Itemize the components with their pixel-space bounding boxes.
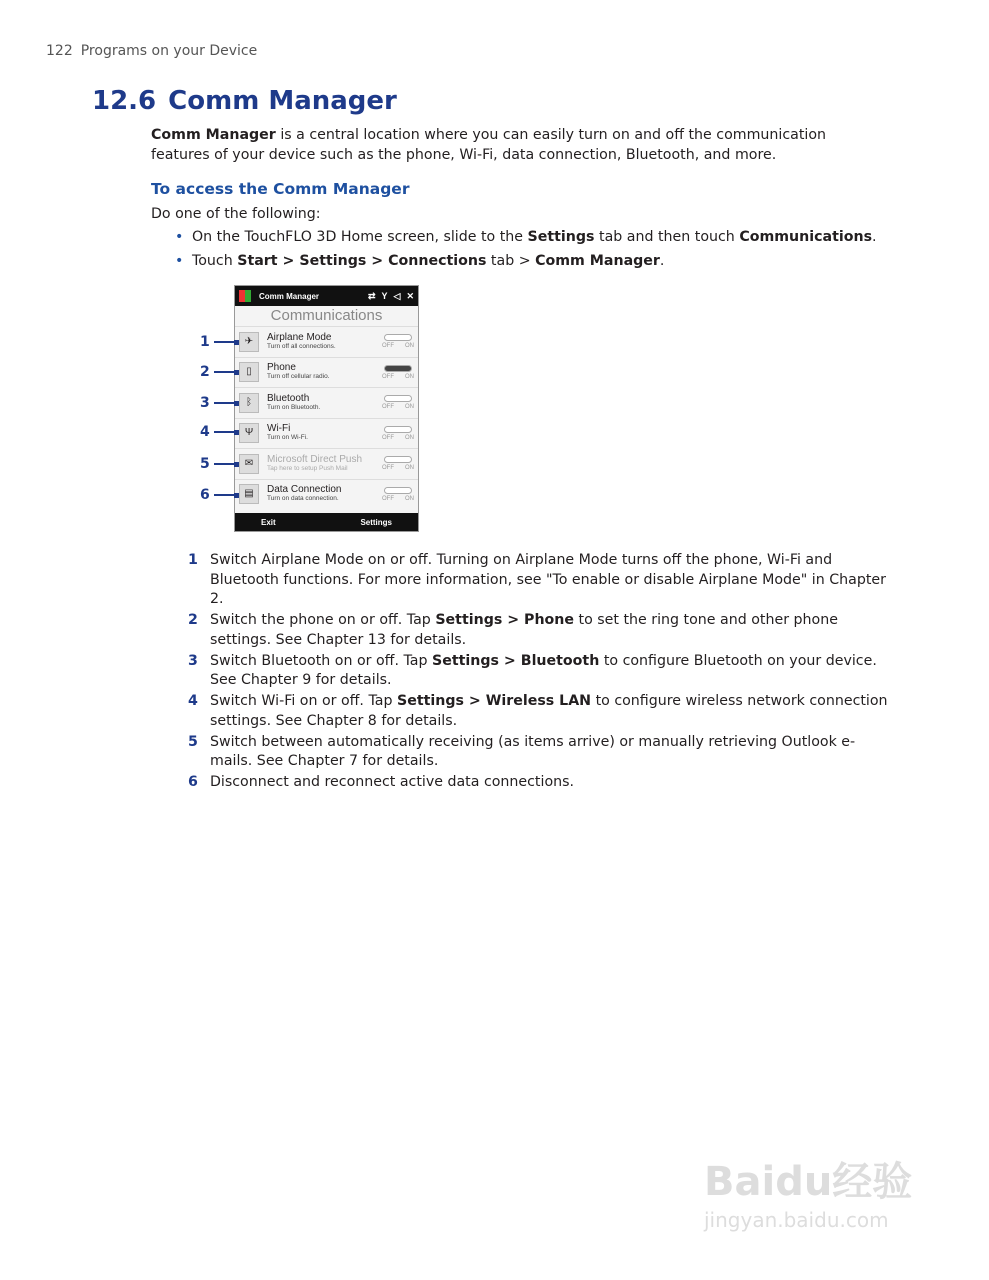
- text: Switch between automatically receiving (as items arrive) or manually retrieving Outlook e-mails. See Chapter 7 for details.: [210, 733, 856, 769]
- screen-title: Communications: [270, 307, 383, 324]
- note-item: [188, 773, 888, 793]
- row-icon: Ψ: [239, 423, 259, 443]
- comm-row: [235, 326, 418, 357]
- callout-number: 5: [200, 456, 210, 472]
- callout-number: 4: [200, 424, 210, 440]
- callout-marker: [200, 456, 239, 472]
- text: tab and then touch: [594, 229, 740, 245]
- callout-end: [234, 370, 239, 375]
- intro-bold: Comm Manager: [151, 127, 276, 143]
- row-icon: ▯: [239, 362, 259, 382]
- off-label: OFF: [382, 373, 394, 380]
- intro-paragraph: [151, 126, 871, 165]
- callout-end: [234, 340, 239, 345]
- comm-row: [235, 418, 418, 449]
- note-number: 6: [188, 774, 198, 790]
- callout-marker: [200, 334, 239, 350]
- text: Switch Wi-Fi on or off. Tap: [210, 693, 397, 709]
- callout-line: [214, 431, 234, 433]
- watermark-logo: Baidu经验: [704, 1159, 913, 1205]
- toggle-track: [384, 426, 412, 433]
- section-title-text: Comm Manager: [168, 86, 397, 116]
- callout-end: [234, 493, 239, 498]
- text: Touch: [192, 253, 238, 269]
- text: Disconnect and reconnect active data connections.: [210, 774, 575, 790]
- toggle-track: [384, 487, 412, 494]
- text: tab >: [486, 253, 536, 269]
- toggle-switch: [382, 426, 414, 441]
- bold: Start > Settings > Connections: [237, 253, 487, 269]
- toggle-switch: [382, 334, 414, 349]
- callout-line: [214, 402, 234, 404]
- running-header: [46, 43, 257, 59]
- note-item: [188, 551, 888, 610]
- row-icon: ᛒ: [239, 393, 259, 413]
- section-name: Programs on your Device: [80, 43, 258, 59]
- callout-line: [214, 371, 234, 373]
- signal-icon: Y: [381, 291, 388, 301]
- note-number: 2: [188, 612, 198, 628]
- callout-line: [214, 494, 234, 496]
- row-icon: ✉: [239, 454, 259, 474]
- text: to configure Bluetooth on your device. See Chapter 9 for details.: [210, 652, 877, 688]
- row-text: [267, 394, 382, 412]
- on-label: ON: [405, 434, 414, 441]
- on-label: ON: [405, 373, 414, 380]
- note-number: 5: [188, 733, 198, 750]
- row-text: [267, 485, 382, 503]
- page-number: 122: [46, 43, 73, 59]
- note-text: [210, 692, 888, 731]
- off-label: OFF: [382, 465, 394, 472]
- toggle-switch: [382, 487, 414, 502]
- connectivity-icon: ⇄: [367, 290, 376, 301]
- toggle-switch: [382, 365, 414, 380]
- callout-marker: [200, 487, 239, 503]
- callout-number: 2: [200, 364, 210, 380]
- text: On the TouchFLO 3D Home screen, slide to the: [192, 229, 528, 245]
- row-desc: Turn on data connection.: [267, 495, 339, 503]
- bullet-item: [175, 229, 877, 253]
- phone-screenshot: [234, 285, 419, 532]
- note-item: [188, 692, 888, 731]
- row-icon: ✈: [239, 332, 259, 352]
- row-text: [267, 363, 382, 381]
- comm-row: [235, 357, 418, 388]
- note-text: [210, 733, 888, 772]
- off-label: OFF: [382, 434, 394, 441]
- callout-marker: [200, 364, 239, 380]
- callout-end: [234, 462, 239, 467]
- note-item: [188, 611, 888, 650]
- bold: Settings > Bluetooth: [432, 652, 600, 669]
- bold: Communications: [739, 229, 873, 245]
- section-number: 12.6: [92, 86, 157, 116]
- phone-softkey-bar: [235, 513, 418, 531]
- row-name: Data Connection: [267, 484, 342, 496]
- off-label: OFF: [382, 495, 394, 502]
- row-desc: Tap here to setup Push Mail: [267, 464, 348, 472]
- callout-marker: [200, 395, 239, 411]
- settings-softkey: Settings: [360, 517, 392, 527]
- section-title: [92, 86, 397, 116]
- callout-notes: [188, 551, 888, 794]
- callout-end: [234, 401, 239, 406]
- text: Switch Airplane Mode on or off. Turning on Airplane Mode turns off the phone, Wi-Fi and Bluetooth functions. For more information, see "To enable or disable Airplane Mode" in Chapter 2.: [210, 552, 886, 607]
- toggle-track: [384, 456, 412, 463]
- note-number: 1: [188, 552, 198, 568]
- toggle-track: [384, 395, 412, 402]
- callout-number: 3: [200, 395, 210, 411]
- phone-title-bar: [235, 286, 418, 306]
- callout-number: 6: [200, 487, 210, 503]
- row-desc: Turn off all connections.: [267, 342, 336, 350]
- row-name: Wi-Fi: [267, 423, 291, 435]
- bold: Comm Manager: [535, 253, 660, 269]
- close-icon: ✕: [406, 290, 414, 301]
- comm-row: [235, 479, 418, 510]
- text: Switch the phone on or off. Tap: [210, 612, 436, 628]
- bullet-item: [175, 253, 877, 277]
- intro-text: is a central location where you can easily turn on and off the communication features of your device such as the phone, Wi-Fi, data connection, Bluetooth, and more.: [151, 127, 826, 163]
- toggle-track: [384, 334, 412, 341]
- note-number: 3: [188, 652, 198, 669]
- row-name: Bluetooth: [267, 392, 310, 404]
- comm-row: [235, 387, 418, 418]
- callout-line: [214, 341, 234, 343]
- callout-number: 1: [200, 334, 210, 350]
- bullet-list: [175, 229, 877, 277]
- off-label: OFF: [382, 404, 394, 411]
- watermark-url: jingyan.baidu.com: [704, 1208, 889, 1232]
- on-label: ON: [405, 465, 414, 472]
- note-number: 4: [188, 693, 198, 709]
- row-desc: Turn on Bluetooth.: [267, 403, 321, 411]
- row-text: [267, 424, 382, 442]
- toggle-track: [384, 365, 412, 372]
- row-desc: Turn off cellular radio.: [267, 373, 330, 381]
- on-label: ON: [405, 404, 414, 411]
- volume-icon: ◁: [393, 290, 401, 301]
- callout-marker: [200, 424, 239, 440]
- row-name: Microsoft Direct Push: [267, 453, 363, 465]
- row-desc: Turn on Wi-Fi.: [267, 434, 308, 442]
- row-text: [267, 455, 382, 473]
- toggle-switch: [382, 456, 414, 471]
- callout-line: [214, 463, 234, 465]
- text: .: [659, 253, 665, 269]
- row-name: Airplane Mode: [267, 331, 332, 343]
- text: to set the ring tone and other phone settings. See Chapter 13 for details.: [210, 612, 838, 648]
- note-text: [210, 611, 888, 650]
- bold: Settings > Wireless LAN: [396, 693, 592, 709]
- text: to configure wireless network connection settings. See Chapter 8 for details.: [210, 693, 888, 729]
- callout-end: [234, 430, 239, 435]
- text: Switch Bluetooth on or off. Tap: [210, 652, 433, 669]
- on-label: ON: [405, 495, 414, 502]
- windows-start-icon: [239, 290, 251, 302]
- app-title: Comm Manager: [259, 291, 320, 301]
- bold: Settings: [527, 229, 595, 245]
- subheading: To access the Comm Manager: [151, 180, 410, 198]
- note-item: [188, 733, 888, 772]
- note-text: [210, 551, 888, 610]
- note-text: [210, 652, 888, 691]
- note-text: [210, 773, 574, 793]
- comm-row: [235, 448, 418, 479]
- row-name: Phone: [267, 362, 296, 374]
- toggle-switch: [382, 395, 414, 410]
- exit-softkey: Exit: [261, 517, 276, 527]
- bold: Settings > Phone: [435, 612, 575, 628]
- off-label: OFF: [382, 343, 394, 350]
- on-label: ON: [405, 343, 414, 350]
- text: .: [872, 229, 877, 245]
- row-icon: ▤: [239, 484, 259, 504]
- row-text: [267, 333, 382, 351]
- note-item: [188, 652, 888, 691]
- instruction: Do one of the following:: [151, 206, 321, 222]
